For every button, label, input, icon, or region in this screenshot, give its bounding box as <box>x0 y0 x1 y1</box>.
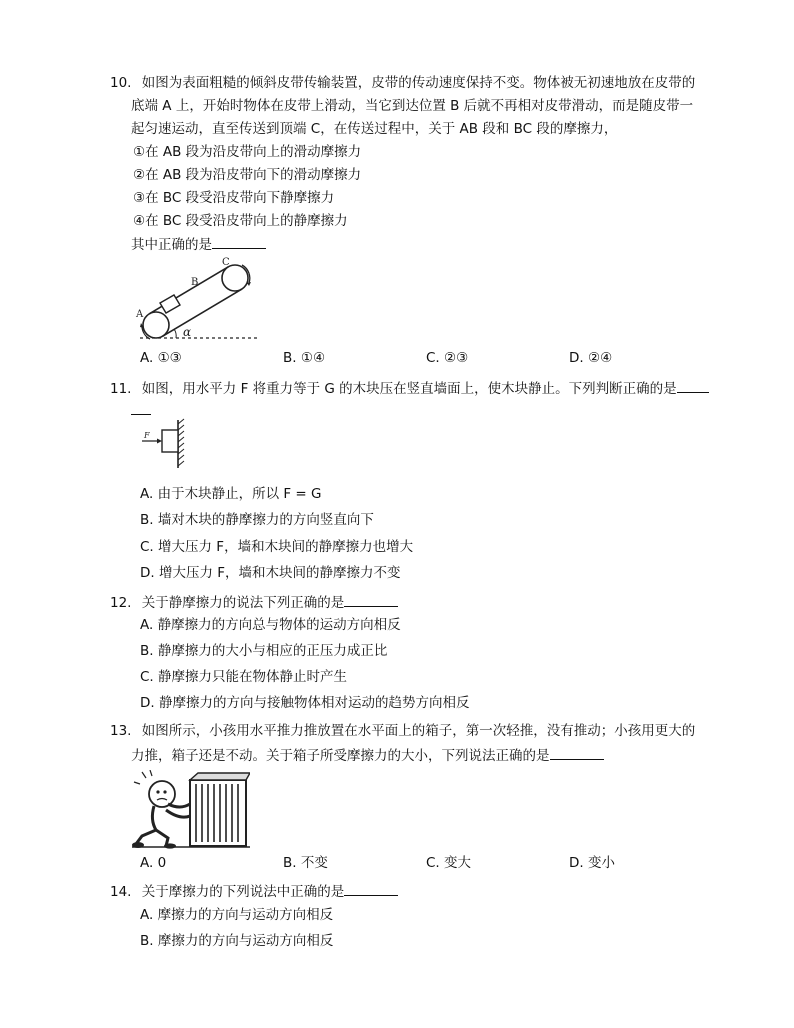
wall-block-figure <box>138 418 192 470</box>
q13-answer-blank[interactable] <box>550 745 604 760</box>
q14-answer-blank[interactable] <box>344 881 398 896</box>
child-head <box>149 781 175 807</box>
force-arrowhead <box>157 439 162 444</box>
q10-option-a[interactable]: A. ①③ <box>140 350 182 366</box>
label-b: B <box>191 277 199 288</box>
child-body <box>152 806 156 830</box>
crate-top <box>190 773 250 780</box>
wall-hatching <box>178 419 184 466</box>
q10-stem-line-2: 底端 A 上，开始时物体在皮带上滑动，当它到达位置 B 后就不再相对皮带滑动，而是随皮带一 <box>131 98 694 114</box>
q12-option-d[interactable]: D. 静摩擦力的方向与接触物体相对运动的趋势方向相反 <box>140 695 470 711</box>
child-leg-front <box>156 830 168 846</box>
q12-answer-blank[interactable] <box>344 592 398 607</box>
angle-arc <box>174 329 176 338</box>
q10-statement-3: ③在 BC 段受沿皮带向下静摩擦力 <box>133 190 335 206</box>
q10-options <box>0 348 794 368</box>
label-a: A <box>136 309 144 320</box>
q13-options <box>0 853 794 873</box>
q11-stem-line-1: 11. 如图，用水平力 F 将重力等于 G 的木块压在竖直墙面上，使木块静止。下列判断正确的是 <box>110 378 709 399</box>
q10-prompt: 其中正确的是 <box>131 234 266 255</box>
child-pushing-box-figure <box>132 770 250 850</box>
q12-option-a[interactable]: A. 静摩擦力的方向总与物体的运动方向相反 <box>140 617 401 633</box>
child-eye-left <box>156 790 159 793</box>
q10-statement-2: ②在 AB 段为沿皮带向下的滑动摩擦力 <box>133 167 362 183</box>
q13-stem-line-2: 力推，箱子还是不动。关于箱子所受摩擦力的大小，下列说法正确的是 <box>131 745 604 766</box>
q14-number: 14. <box>110 884 132 900</box>
q12-number: 12. <box>110 595 132 611</box>
child-arm-upper <box>168 804 190 807</box>
q13-option-d[interactable]: D. 变小 <box>569 855 615 871</box>
q10-stem-line-1: 10. 如图为表面粗糙的倾斜皮带传输装置，皮带的传动速度保持不变。物体被无初速地放在皮带的 <box>110 75 696 91</box>
q11-option-c[interactable]: C. 增大压力 F，墙和木块间的静摩擦力也增大 <box>140 539 414 555</box>
child-shoe-front <box>164 843 176 848</box>
q10-option-b[interactable]: B. ①④ <box>283 350 326 366</box>
q12-option-b[interactable]: B. 静摩擦力的大小与相应的正压力成正比 <box>140 643 388 659</box>
wooden-block <box>162 430 178 452</box>
q10-answer-blank[interactable] <box>212 234 266 249</box>
child-leg-back <box>136 830 156 844</box>
q14-stem: 14. 关于摩擦力的下列说法中正确的是 <box>110 881 398 902</box>
label-f: F <box>144 431 150 440</box>
child-shoe-back <box>132 842 144 848</box>
q11-answer-blank-part2[interactable] <box>131 400 151 415</box>
q13-option-b[interactable]: B. 不变 <box>283 855 328 871</box>
effort-marks <box>134 770 152 784</box>
q11-option-d[interactable]: D. 增大压力 F，墙和木块间的静摩擦力不变 <box>140 565 401 581</box>
q11-option-a[interactable]: A. 由于木块静止，所以 F = G <box>140 486 322 502</box>
q10-stem-line-3: 起匀速运动，直至传送到顶端 C，在传送过程中，关于 AB 段和 BC 段的摩擦力， <box>131 121 618 137</box>
q10-option-d[interactable]: D. ②④ <box>569 350 613 366</box>
q11-number: 11. <box>110 381 132 397</box>
q11-answer-blank-part1[interactable] <box>677 378 709 393</box>
belt-upper <box>149 267 228 314</box>
q13-option-c[interactable]: C. 变大 <box>426 855 472 871</box>
q10-option-c[interactable]: C. ②③ <box>426 350 469 366</box>
q10-statement-4: ④在 BC 段受沿皮带向上的静摩擦力 <box>133 213 348 229</box>
label-alpha: α <box>183 325 192 339</box>
label-c: C <box>222 257 230 268</box>
child-eye-right <box>163 790 166 793</box>
q10-number: 10. <box>110 75 132 91</box>
q10-statement-1: ①在 AB 段为沿皮带向上的滑动摩擦力 <box>133 144 362 160</box>
q14-option-a[interactable]: A. 摩擦力的方向与运动方向相反 <box>140 907 334 923</box>
q13-number: 13. <box>110 723 132 739</box>
child-arm-lower <box>166 810 190 817</box>
q13-stem-line-1: 13. 如图所示，小孩用水平推力推放置在水平面上的箱子，第一次轻推，没有推动；小孩用更大的 <box>110 723 696 739</box>
q14-option-b[interactable]: B. 摩擦力的方向与运动方向相反 <box>140 933 334 949</box>
q12-option-c[interactable]: C. 静摩擦力只能在物体静止时产生 <box>140 669 348 685</box>
conveyor-belt-figure <box>130 255 270 345</box>
q13-option-a[interactable]: A. 0 <box>140 855 167 871</box>
q11-option-b[interactable]: B. 墙对木块的静摩擦力的方向竖直向下 <box>140 512 374 528</box>
q12-stem: 12. 关于静摩擦力的说法下列正确的是 <box>110 592 398 613</box>
